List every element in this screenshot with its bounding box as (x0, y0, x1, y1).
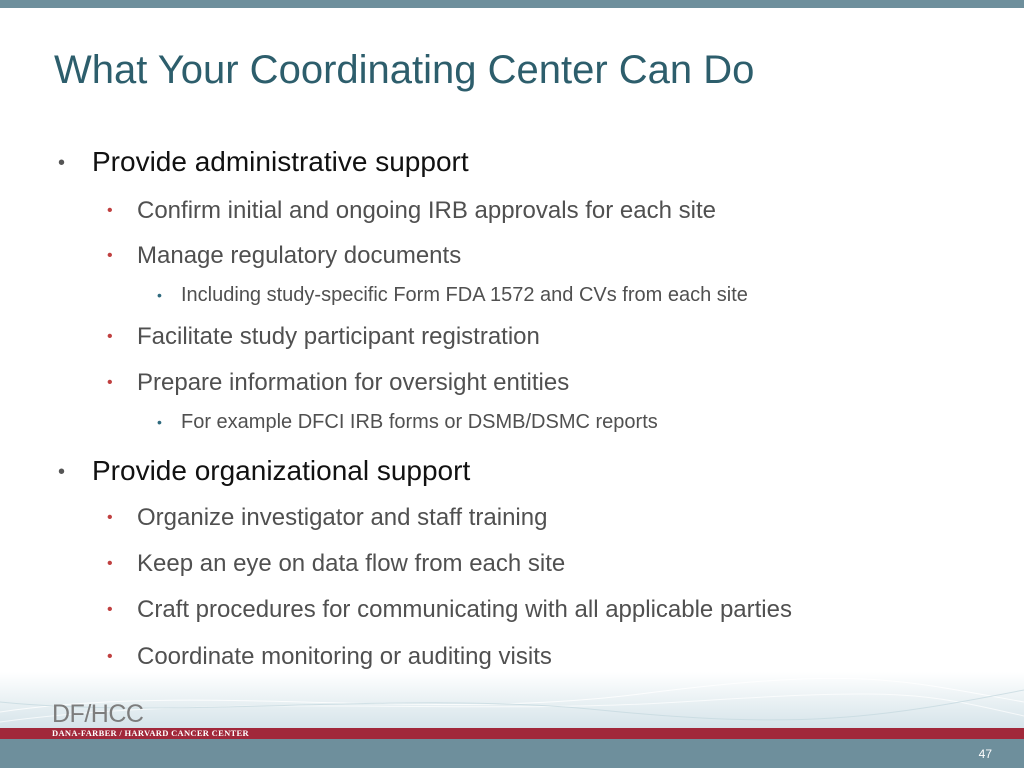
bullet-level2 (107, 596, 792, 624)
bullet-dot-icon: • (107, 202, 113, 219)
bullet-dot-icon: • (107, 374, 113, 391)
bullet-text: Craft procedures for communicating with all applicable parties (137, 596, 792, 623)
bullet-level1 (58, 455, 471, 487)
bullet-level1 (58, 146, 469, 178)
bullet-dot-icon: • (157, 287, 162, 303)
bullet-text: Facilitate study participant registration (137, 323, 540, 350)
dfhcc-logo: DF/HCC (52, 700, 144, 728)
bullet-dot-icon: • (107, 648, 113, 665)
page-number: 47 (978, 747, 992, 761)
bullet-dot-icon: • (107, 247, 113, 264)
bullet-dot-icon: • (107, 555, 113, 572)
bottom-bar (0, 739, 1024, 768)
bullet-dot-icon: • (58, 461, 66, 483)
bullet-text: Coordinate monitoring or auditing visits (137, 643, 552, 670)
bullet-level2 (107, 369, 570, 397)
bullet-level3 (157, 284, 748, 307)
bullet-level3 (157, 411, 658, 434)
bullet-dot-icon: • (107, 509, 113, 526)
bullet-text: For example DFCI IRB forms or DSMB/DSMC reports (181, 411, 658, 433)
bullet-level2 (107, 197, 716, 225)
bullet-text: Provide organizational support (92, 455, 471, 486)
bullet-dot-icon: • (157, 414, 162, 430)
bullet-level2 (107, 323, 540, 351)
bullet-level2 (107, 643, 552, 671)
org-name: DANA-FARBER / HARVARD CANCER CENTER (52, 728, 249, 738)
bullet-level2 (107, 550, 566, 578)
bullet-text: Keep an eye on data flow from each site (137, 550, 566, 577)
bullet-dot-icon: • (107, 328, 113, 345)
bullet-text: Prepare information for oversight entities (137, 369, 570, 396)
slide-title: What Your Coordinating Center Can Do (54, 48, 755, 92)
bullet-text: Manage regulatory documents (137, 242, 462, 269)
bullet-dot-icon: • (107, 601, 113, 618)
bullet-text: Provide administrative support (92, 146, 469, 177)
bullet-text: Confirm initial and ongoing IRB approvals for each site (137, 197, 716, 224)
bullet-text: Including study-specific Form FDA 1572 and CVs from each site (181, 284, 748, 306)
top-accent-bar (0, 0, 1024, 8)
footer-decorative-lines (0, 672, 1024, 728)
bullet-dot-icon: • (58, 152, 66, 174)
bullet-level2 (107, 504, 548, 532)
bullet-level2 (107, 242, 462, 270)
bullet-text: Organize investigator and staff training (137, 504, 548, 531)
